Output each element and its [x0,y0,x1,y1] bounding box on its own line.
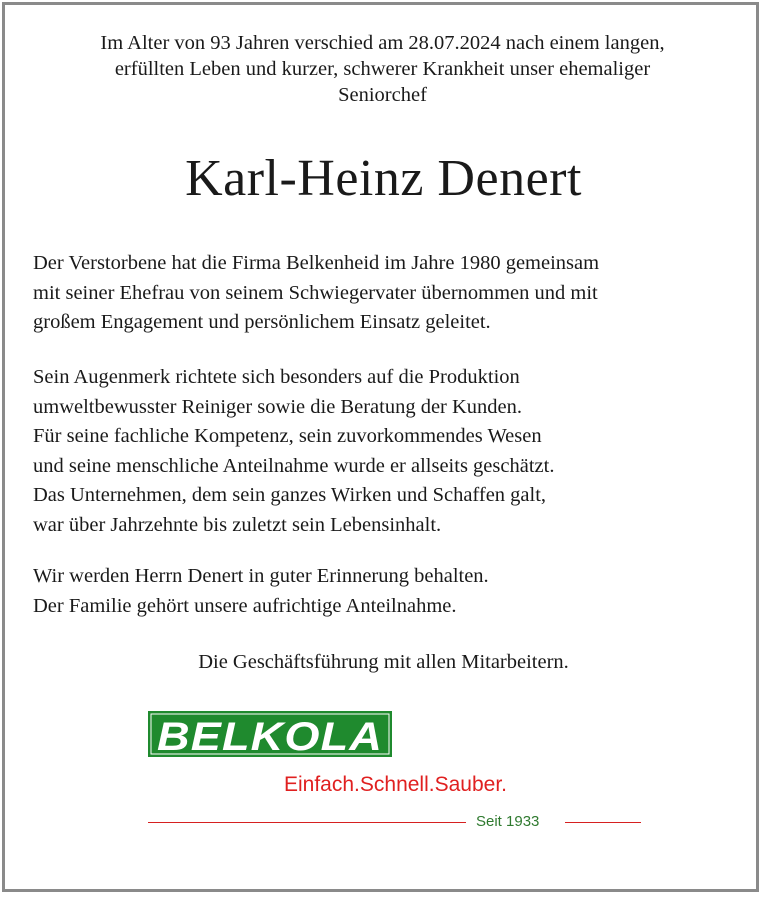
paragraph-company-history [33,249,753,338]
text-line: mit seiner Ehefrau von seinem Schwiegervater übernommen und mit [33,281,598,304]
text-line: Sein Augenmerk richtete sich besonders auf die Produktion [33,366,520,388]
text-line: Der Verstorbene hat die Firma Belkenheid im Jahre 1980 gemeinsam [33,252,600,274]
text-line: war über Jahrzehnte bis zuletzt sein Lebensinhalt. [33,513,442,536]
text-line: Das Unternehmen, dem sein ganzes Wirken und Schaffen galt, [33,484,547,506]
divider-line-right [565,822,641,823]
intro-text [30,30,735,108]
paragraph-condolence [33,562,753,621]
text-line: Der Familie gehört unsere aufrichtige Anteilnahme. [33,594,457,617]
signoff-text: Die Geschäftsführung mit allen Mitarbeitern. [198,651,569,673]
intro-line: erfüllten Leben und kurzer, schwerer Krankheit unser ehemaliger [114,58,651,80]
text-line: und seine menschliche Anteilnahme wurde er allseits geschätzt. [33,454,555,477]
brand-tagline: Einfach.Schnell.Sauber. [284,773,507,796]
paragraph-tribute [33,363,753,540]
intro-line: Seniorchef [338,84,427,106]
text-line: großem Engagement und persönlichem Einsatz geleitet. [33,311,491,333]
intro-line: Im Alter von 93 Jahren verschied am 28.07.2024 nach einem langen, [100,32,665,54]
belkola-logo [148,711,392,757]
since-label: Seit 1933 [476,813,540,830]
text-line: Für seine fachliche Kompetenz, sein zuvorkommendes Wesen [33,425,542,447]
divider-line-left [148,822,466,823]
logo-wordmark: BELKOLA [157,715,383,757]
text-line: umweltbewusster Reiniger sowie die Beratung der Kunden. [33,395,523,418]
text-line: Wir werden Herrn Denert in guter Erinnerung behalten. [33,565,489,587]
deceased-name: Karl-Heinz Denert [185,150,582,207]
